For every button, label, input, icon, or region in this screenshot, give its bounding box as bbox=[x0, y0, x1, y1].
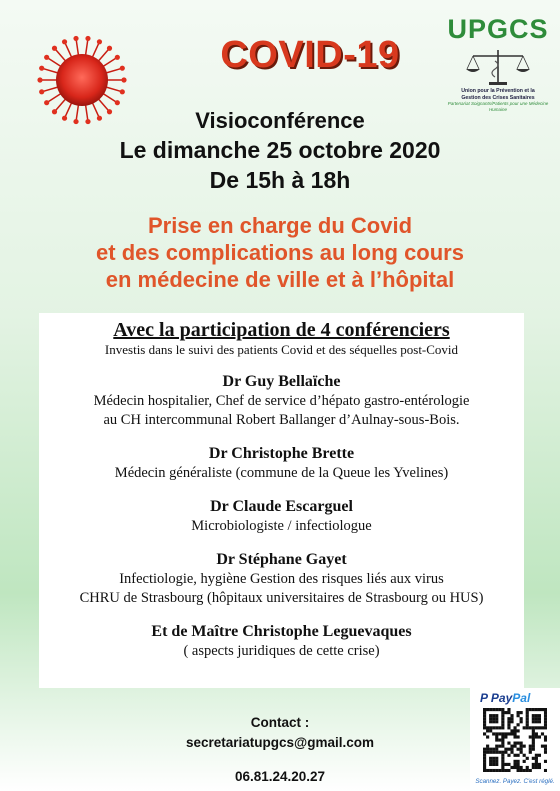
paypal-tagline: Scannez. Payez. C'est réglé. bbox=[475, 778, 555, 785]
contact-phone[interactable]: 06.81.24.20.27 bbox=[234, 769, 326, 784]
speaker bbox=[39, 550, 524, 608]
event-time: De 15h à 18h bbox=[209, 167, 351, 193]
event-date: Le dimanche 25 octobre 2020 bbox=[119, 137, 441, 163]
logo-subtitle-line2: Gestion des Crises Sanitaires bbox=[461, 94, 535, 101]
panel-subheading: Investis dans le suivi des patients Covid et des séquelles post-Covid bbox=[104, 342, 459, 357]
speaker-desc: Médecin hospitalier, Chef de service d’hépato gastro-entérologie bbox=[93, 393, 470, 409]
speaker-desc: Microbiologiste / infectiologue bbox=[191, 518, 372, 534]
event-info bbox=[0, 106, 560, 195]
speaker-name: Dr Christophe Brette bbox=[208, 445, 355, 462]
speaker bbox=[39, 372, 524, 430]
topic-line: Prise en charge du Covid bbox=[147, 213, 413, 238]
logo-subtitle bbox=[442, 88, 554, 101]
speaker bbox=[39, 444, 524, 483]
upgcs-logo bbox=[442, 14, 554, 113]
event-format: Visioconférence bbox=[195, 108, 365, 133]
paypal-qr-block[interactable] bbox=[470, 688, 560, 791]
speaker bbox=[39, 622, 524, 661]
contact-email[interactable]: secretariatupgcs@gmail.com bbox=[186, 735, 374, 750]
speaker-desc: CHRU de Strasbourg (hôpitaux universitaires de Strasbourg ou HUS) bbox=[79, 590, 484, 606]
qr-code-icon[interactable] bbox=[483, 708, 547, 772]
speaker-desc: au CH intercommunal Robert Ballanger d’Aulnay-sous-Bois. bbox=[103, 412, 460, 428]
paypal-logo bbox=[480, 691, 530, 705]
logo-name: UPGCS bbox=[447, 14, 549, 44]
speaker-name: Et de Maître Christophe Leguevaques bbox=[151, 623, 412, 640]
speaker-name: Dr Claude Escarguel bbox=[210, 498, 353, 515]
speaker-desc: ( aspects juridiques de cette crise) bbox=[183, 643, 380, 659]
contact-label: Contact : bbox=[250, 715, 310, 730]
paypal-p-icon: P bbox=[480, 691, 488, 705]
scales-icon bbox=[463, 47, 533, 87]
poster-title: COVID-19 bbox=[220, 34, 400, 76]
speaker-name: Dr Guy Bellaïche bbox=[222, 373, 341, 390]
event-topic bbox=[0, 212, 560, 293]
paypal-word-pay: Pay bbox=[490, 691, 513, 705]
speaker-desc: Infectiologie, hygiène Gestion des risques liés aux virus bbox=[119, 571, 444, 587]
paypal-word-pal: Pal bbox=[512, 691, 531, 705]
logo-subtitle-line1: Union pour la Prévention et la bbox=[461, 88, 535, 94]
speaker bbox=[39, 497, 524, 536]
speaker-name: Dr Stéphane Gayet bbox=[216, 551, 347, 568]
topic-line: et des complications au long cours bbox=[96, 240, 464, 265]
speaker-desc: Médecin généraliste (commune de la Queue les Yvelines) bbox=[114, 465, 449, 481]
speakers-panel bbox=[39, 313, 524, 688]
topic-line: en médecine de ville et à l’hôpital bbox=[105, 267, 455, 292]
panel-heading: Avec la participation de 4 conférenciers bbox=[113, 319, 450, 341]
logo-tagline: Partenariat Soignants/Patients pour une Médecine Humaine bbox=[447, 101, 549, 112]
